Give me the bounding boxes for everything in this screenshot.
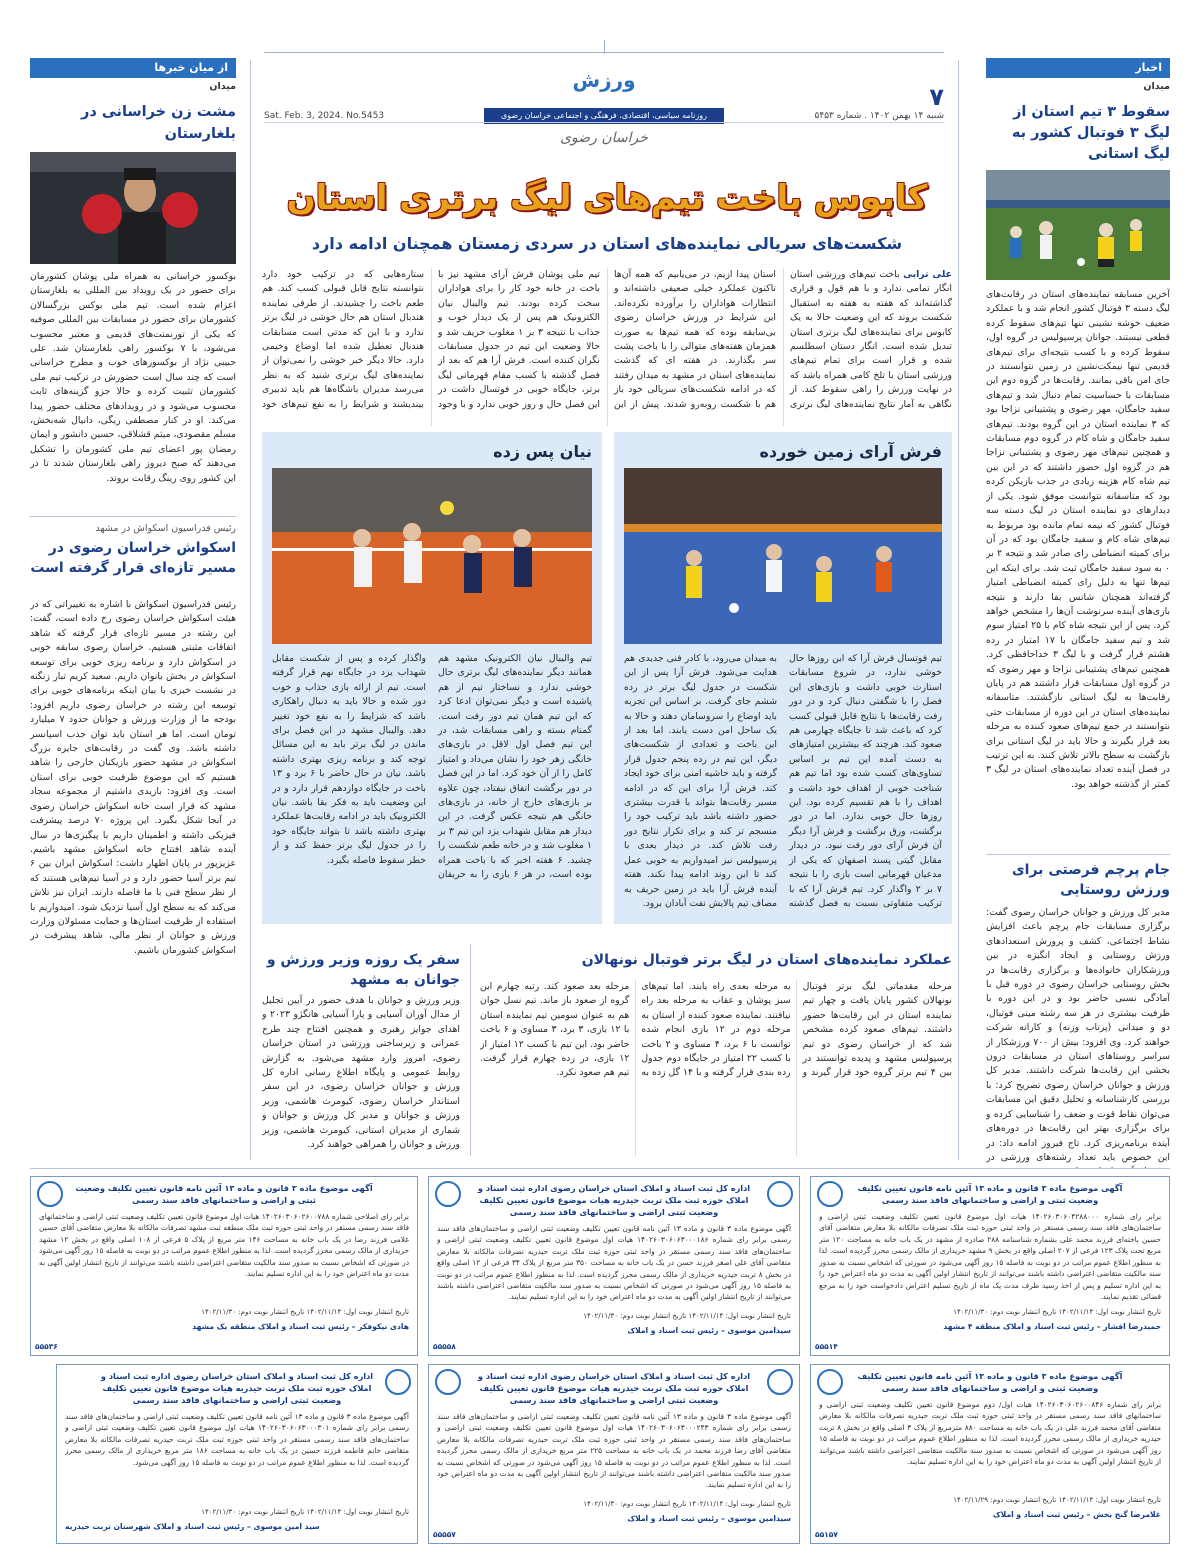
nian-box [262, 432, 602, 924]
subtitle-text: روزنامه سیاسی، اقتصادی، فرهنگی و اجتماعی خراسان رضوی [501, 111, 707, 120]
ad-code: ۵۵۵۵۷ [433, 1530, 456, 1540]
legal-ad [428, 1364, 800, 1544]
ad-title: اداره کل ثبت اسناد و املاک استان خراسان رضوی اداره ثبت اسناد و املاک حوزه ثبت ملک تربت حیدریه هیات موضوع قانون تعیین تکلیف وضعیت ثبتی اراضی و ساختمانهای فاقد سند رسمی [477, 1183, 751, 1217]
issue-date-fa: شنبه ۱۴ بهمن ۱۴۰۲ . شماره ۵۴۵۳ [814, 111, 944, 121]
ad-body: برابر رای شماره ۱۴۰۲۶۰۳۰۶۰۲۶۰۰۸۴۶ هیات اول/ دوم موضوع قانون تعیین تکلیف وضعیت ثبتی اراضی و ساختمانهای فاقد سند رسمی مستقر در واحد ثبتی حوزه ثبت ملک تربت حیدریه تصرفات مالکانه بلا معارض متقاضی آقای محمد فرزند علی در یک باب خانه به مساحت ۸۸۰ مترمربع از پلاک ۳ اصلی واقع در بخش ۸ تربت حیدریه خریداری از مالک رسمی محرز گردیده است. لذا به منظور اطلاع عموم مراتب در دو نوبت به فاصله ۱۵ روز آگهی می‌شود در صورتی که اشخاص نسبت به صدور سند مالکیت متقاضی اعتراضی داشته باشند می‌توانند از تاریخ انتشار اولین آگهی به مدت دو ماه اعتراض خود را به این اداره تسلیم نمایند. [819, 1399, 1161, 1467]
football-photo [986, 170, 1170, 280]
ad-logo-icon [435, 1369, 461, 1395]
article-title: مشت زن خراسانی در بلغارستان [81, 104, 236, 142]
page-number: ۷ [929, 83, 944, 111]
legal-ad [810, 1176, 1170, 1356]
divider [958, 60, 959, 1160]
ad-sign: هادی نیکوفکر – رئیس ثبت اسناد و املاک منطقه یک مشهد [192, 1321, 409, 1331]
main-intro [262, 268, 952, 426]
main-headline [262, 178, 952, 219]
ad-sign: سیدامین موسوی – رئیس ثبت اسناد و املاک [627, 1513, 791, 1523]
headline-text: کابوس باخت تیم‌های لیگ برتری استان [286, 178, 928, 218]
ad-title: آگهی موضوع ماده ۳ قانون و ماده ۱۳ آئین نامه قانون تعیین تکلیف وضعیت ثبتی و اراضی و ساختمانهای فاقد سند رسمی [857, 1371, 1123, 1393]
article-title-2: جام پرچم فرصتی برای ورزش روستایی [1011, 862, 1170, 899]
ad-logo-icon [435, 1181, 461, 1207]
intro-text: باخت تیم‌های ورزشی استان انگار تمامی ندارد و با هم قول و قراری گذاشته‌اند که هفته به هفته به استقبال شکست بروند که این وضعیت حالا به یک کابوس برای نماینده‌های لیگ برتری استان تبدیل شده است. انگار دستان اسطلسم شده و قرار است برای تمام تیم‌های ورزشی استان با تلخ کامی همراه باشد که در نهایت ورزش را راهی سقوط کند. از نگاهی به آمار نتایج نماینده‌های لیگ برتری استان پیدا ازیم، در می‌یابیم که همه آن‌ها تاکنون عملکرد خیلی ضعیفی داشته‌اند و انتظارات هواداران را برآورده نکرده‌اند. این شرایط در ورزش خراسان رضوی بی‌سابقه بوده که همه تیم‌ها به صورت همزمان هفته‌های متوالی را با باخت پشت سر بگذارند. در هفته ای که گذشت نماینده‌های استان در مشهد به میدان رفتند که در ادامه شکست‌های سریالی خود باز هم با شکست روبه‌رو شدند. پیش از این تیم ملی پوشان فرش آرای مشهد نیز با باخت در خانه خود کار را برای هواداران سخت کرده بودند. تیم والیبال نیان الکترونیک هم پس از یک دیدار خوب و جذاب با نتیجه ۳ بر ۱ مغلوب حریف شد و حالا وضعیت این تیم در جدول مسابقات نگران کننده است. فرش آرا هم که بعد از فصل گذشته با کسب مقام قهرمانی لیگ برتر، جایگاه خوبی در فوتسال داشت در این فصل حال و روز خوبی ندارد و با وجود ستاره‌هایی که در ترکیب خود دارد نتوانسته نتایج قابل قبولی کسب کند. هم طعم باخت را چشیدند. از طرفی نماینده هندبال استان هم حال خوشی در لیگ برتر ندارد و با این که مدتی است مسابقات هندبال تعطیل شده اما اوضاع وخیمی دارد. حالا دیگر خبر خوشی را نمی‌توان از نماینده‌های لیگ برتری شنید که به نظر می‌رسد مدیران باشگاه‌ها هم باید تدبیری بیندیشند و شرایط را به نفع تیم‌های خود [262, 269, 952, 410]
ad-logo-icon [817, 1369, 843, 1395]
ad-date: تاریخ انتشار نوبت اول: ۱۴۰۲/۱۱/۱۴ تاریخ انتشار نوبت دوم: ۱۴۰۲/۱۱/۳۰ [583, 1499, 791, 1508]
ad-logo-icon [817, 1181, 843, 1207]
ad-code: ۵۵۵۳۶ [35, 1342, 58, 1352]
box-body-text: تیم والیبال نیان الکترونیک مشهد هم همانند دیگر نماینده‌های لیگ برتری حال خوشی ندارد و نساختار تیم از هم پاشیده است و دیگر نمی‌توان ادعا کرد که این تیم همان تیم دور رفت است. گمنام بسته و راهی مسابقات شد، در این تیم فصل اول لاقل در بازی‌های خانگی زهر خود را نشان می‌داد و امتیاز کامل را از آن خود کرد. اما در این فصل در دور برگشت اتفاق نیفتاد، چون علاوه بر بازی‌های خارج از خانه، در بازی‌های خانگی هم نتیجه عکس گرفت. در این دیدار هم مقابل شهداب یزد این تیم ۳ بر ۱ مغلوب شد و در خانه طعم شکست را چشید. ۶ هفته اخیر که با باخت همراه بوده است، در هر ۶ بازی را به حریفان واگذار کرده و پس از شکست مقابل شهداب یزد در جایگاه نهم قرار گرفته است. تیم از ارائه بازی جذاب و خوب دور شده و حالا باید به دنبال راهکاری باشد که شرایط را به نفع خود تغییر دهد. والیبال مشهد در این فصل برای ماندن در لیگ برتر باید به این مسائل توجه کند و برنامه ریزی بهتری داشته باشد. نیان در حال حاضر با ۶ برد و ۱۳ باخت در جایگاه دوازدهم قرار دارد و در این وضعیت باید به فکر بقا باشد. نیان الکترونیک باید در ادامه رقابت‌ها عملکرد بهتری داشته باشد تا بتواند جایگاه خود را در جدول لیگ برتر حفظ کند و از خطر سقوط فاصله بگیرد. [272, 653, 592, 881]
article-body-2: مدیر کل ورزش و جوانان خراسان رضوی گفت: برگزاری مسابقات جام پرچم باعث افزایش نشاط اجتماعی، کشف و پرورش استعدادهای ورزش روستایی و ایجاد انگیزه در بین ورزشکاران خانواده‌ها و برگزاری رقابت‌ها در بخش روستایی خراسان رضوی در دوره قبل با آمادگی نسبی حاضر بود و در این دوره با ظرفیت بیشتری در هر سه رشته مینی فوتبال، دو و میدانی (پرتاب وزنه) و کاراته شرکت خواهند کرد. وی افزود: بیش از ۷۰۰ ورزشکار از سراسر روستاهای استان در مسابقات درون بخشی این رقابت‌ها شرکت داشتند. مدیر کل ورزش و جوانان خراسان رضوی تصریح کرد: با بررسی کارشناسانه و تحلیل دقیق این مسابقات می‌توان نقاط قوت و ضعف را شناسایی کرده و برای برگزاری بهتر این رقابت‌ها در دوره‌های آینده برنامه‌ریزی کرد. تاج فیروز ادامه داد: در این خصوص باید تعداد رشته‌های ورزشی در [986, 907, 1170, 1163]
legal-ad [56, 1364, 418, 1544]
divider [250, 60, 251, 1160]
legal-ad [30, 1176, 418, 1356]
legal-ad [428, 1176, 800, 1356]
vazir-title: سفر یک روزه وزیر ورزش و جوانان به مشهد [266, 952, 460, 989]
nonahalan-title: عملکرد نماینده‌های استان در لیگ برتر فوتبال نونهالان [581, 952, 952, 968]
news-tag: اخبار [986, 58, 1170, 78]
ad-code: ۵۵۱۵۷ [815, 1530, 838, 1540]
ad-sign: سیدامین موسوی – رئیس ثبت اسناد و املاک [627, 1325, 791, 1335]
ad-body: آگهی موضوع ماده ۳ قانون و ماده ۱۳ آئین نامه قانون تعیین تکلیف وضعیت ثبتی اراضی و ساختمان‌های فاقد سند رسمی برابر رای شماره ۱۴۰۲۶۰۳۰۶۰۶۳۰۰۰۱۸۶ هیات اول موضوع قانون تعیین تکلیف وضعیت ثبتی اراضی و ساختمان‌های فاقد سند رسمی مستقر در واحد ثبتی حوزه ثبت ملک تربت حیدریه تصرفات مالکانه بلا معارض متقاضی آقای علی اصغر فرزند حسن در یک باب خانه به مساحت ۳۵۰ متر مربع از پلاک ۳۴ فرعی از ۱۲ اصلی واقع در بخش ۸ تربت حیدریه خریداری از مالک رسمی محرز گردیده است. لذا به منظور اطلاع عموم مراتب در دو نوبت به فاصله ۱۵ روز آگهی می‌شود در صورتی که اشخاص نسبت به صدور سند مالکیت متقاضی اعتراضی داشته باشند می‌توانند از تاریخ انتشار اولین آگهی به مدت دو ماه اعتراض خود را به این اداره تسلیم نمایند. [437, 1223, 791, 1302]
ad-sign: غلامرضا گنج بخش – رئیس ثبت اسناد و املاک [992, 1509, 1161, 1519]
box-body [272, 652, 592, 914]
ad-logo-icon [767, 1369, 793, 1395]
ad-date: تاریخ انتشار نوبت اول: ۱۴۰۲/۱۱/۱۴ تاریخ انتشار نوبت دوم: ۱۴۰۲/۱۱/۲۹ [953, 1495, 1161, 1504]
volleyball-photo [272, 468, 592, 644]
article-body: آخرین مسابقه نماینده‌های استان در رقابت‌های لیگ دسته ۳ فوتبال کشور انجام شد و با عملکرد ضعیف خوشه نشینی تنها تیم‌های سقوط کرده قطعی نیستند. جوانان پرسپولیس در گروه اول، سقوط کرده و با کسب نتیجه‌ای برای تیم‌های قدیمی تنها نیمکت‌نشین در زمین نتوانستند در جای امن باقی بمانند. رقابت‌ها در گروه دوم این مسابقات با حساسیت تمام دنبال شد و تیم‌های سفید جامگان، مهر رضوی و پشتیبانی نزاجا بود که ۳ نماینده استان در این گروه بودند. تیم‌های سفید جامگان و شاه کام در گروه دوم مسابقات و همچنین تیم‌های مهر رضوی و پشتیبانی نزاجا هم در گروه اول حضور داشتند که در این بین تیم شاه کام هزینه زیادی در جذب بازیکن کرده بود که متاسفانه نتوانست موفق شود. یکی از دیدارهای دو نماینده استان در لیگ دسته سه فوتبال کشور که نیمه تمام مانده بود مربوط به تیم‌های شاه کام و سفید جامگان بود که در آن برای کمیته انضباطی رای صادر شد و نتیجه ۲ بر ۰ به سود سفید جامگان ثبت شد. برای اینکه این تیم‌ها تنها به دلیل رای کمیته انضباطی امتیاز گرفته‌اند همچنان شانس بقا دارند و نتیجه بازی‌های آینده سرنوشت آن‌ها را مشخص خواهد کرد. پس از این نتیجه شاه کام با ۲۵ امتیاز سوم شد و تیم سفید جامگان با ۱۷ امتیاز در رده هشتم قرار گرفت و با لیگ ۳ خداحافظی کرد. همچنین تیم‌های پشتیبانی نزاجا و مهر رضوی که در گروه اول مسابقات قرار داشتند هم در پایان رقابت‌ها به لیگ استانی بازگشتند. متاسفانه نماینده‌های استان در این دوره از مسابقات حتی نتوانستند در جمع تیم‌های صعود کننده به مرحله بعد قرار بگیرند و حالا باید در لیگ استانی برای بازگشت به سطح بالاتر تلاش کنند. به این ترتیب در فصل آینده تعداد نماینده‌های استان در لیگ ۳ کمتر از گذشته خواهد بود. [986, 289, 1170, 790]
nonahalan-body-text: مرحله مقدماتی لیگ برتر فوتبال نونهالان کشور پایان یافت و چهار تیم نماینده استان در این رقابت‌ها حضور داشتند. تیم‌های صعود کرده مشخص شد که از خراسان رضوی دو تیم پرسپولیس مشهد و پدیده توانستند در بین ۴ تیم برتر گروه خود قرار گیرند و به مرحله بعدی راه یابند. اما تیم‌های سبز پوشان و عقاب به مرحله بعد راه نیافتند. نماینده صعود کننده از استان به مرحله دوم در ۱۲ بازی انجام شده توانست با ۶ برد، ۴ مساوی و ۲ باخت با کسب ۲۲ امتیاز در جایگاه دوم جدول رده بندی قرار گرفته و با ۱۴ گل زده به مرحله بعد صعود کند. رتبه چهارم این گروه از صعود باز ماند. تیم نسل جوان هم به عنوان سومین تیم نماینده استان با ۱۲ بازی، ۳ برد، ۳ مساوی و ۶ باخت حاضر بود. این تیم با کسب ۱۲ امتیاز از ۱۲ بازی، در رده چهارم قرار گرفت. تیم هم صعود نکرد. [480, 981, 952, 1079]
left-column [30, 58, 236, 1158]
ads-divider [30, 1168, 1170, 1169]
ad-date: تاریخ انتشار نوبت اول: ۱۴۰۲/۱۱/۱۴ تاریخ انتشار نوبت دوم: ۱۴۰۲/۱۱/۳۰ [953, 1307, 1161, 1316]
category-label: میدان [209, 81, 236, 92]
ad-logo-icon [385, 1369, 411, 1395]
article-body: بوکسور خراسانی به همراه ملی پوشان کشورمان برای حضور در یک رویداد بین المللی به بلغارستان اعزام شده است. تیم ملی بوکس بزرگسالان کشورمان برای حضور در مسابقات بین المللی صوفیه که یکی از تورنمنت‌های قدیمی و معتبر محسوب می‌شود، با ۷ بوکسور راهی بلغارستان شد. علی حبیبی نژاد از بوکسورهای خوب و مطرح خراسانی است که چند سال است حضورش در ترکیب تیم ملی کشورمان تثبیت کرده و حالا جزو گزینه‌های ثابت محسوب می‌شود و در رویدادهای مختلف حضور پیدا می‌کند. او در کنار مصطفی ریگی، دانیال شه‌بخش، مسلم مقصودی، میثم قشلاقی، حسین دانشور و ایمان رمضان پور اعضای تیم ملی کشورمان را تشکیل می‌دهند که صبح دیروز راهی بلغارستان شدند تا در این کشور روی رینگ رقابت بروند. [30, 271, 236, 484]
box-title: فرش آرای زمین خورده [759, 442, 942, 461]
news-tag: از میان خبرها [30, 58, 236, 78]
box-body [624, 652, 942, 914]
ad-title: آگهی موضوع ماده ۳ قانون و ماده ۱۳ آئین نامه قانون تعیین تکلیف وضعیت ثبتی و اراضی و ساختمانهای فاقد سند رسمی [857, 1183, 1123, 1205]
article-body-2: رئیس فدراسیون اسکواش با اشاره به تغییراتی که در هیئت اسکواش خراسان رضوی رخ داده است، گفت: این رشته در مسیر تازه‌ای قرار گرفته که شاهد اتفاقات مثبتی هستیم. خراسان رضوی سابقه خوبی در اسکواش دارد و برنامه ریزی خوبی برای توسعه اسکواش در بخش بانوان داریم. سعید کریم تبار زنگنه در نشست خبری با بیان اینکه برنامه‌های خوبی برای توسعه این رشته در خراسان رضوی داریم افزود: بودجه ما از وزارت ورزش و جوانان حدود ۷ میلیارد تومان است. اما هر استان باید توان جذب اسپانسر داشته باشد. وی گفت در رقابت‌های جایزه بزرگ اسکواش در مشهد حضور بازیکنان خارجی را شاهد هستیم که این موضوع ظرفیت خوبی برای استان است. وی افزود: بازیدی داشتیم از مجموعه سجاد مشهد که قرار است خانه اسکواش خراسان رضوی در آنجا شکل بگیرد. این پروژه ۷۰ درصد پیشرفت فیزیکی داشته و اطمینان داریم با پیگیری‌ها در سال آینده شاهد افتتاح خانه اسکواش مشهد باشیم. عزیزپور در پایان اظهار داشت: اسکواش ایران بین ۶ تیم برتر آسیا حضور دارد و در آسیا تیم‌هایی هستند که از نظر سطح فنی با ما فاصله دارند. ایران نیز تلاش می‌کند که به سطح اول آسیا نزدیک شود. امیدواریم با استفاده از ظرفیت استان‌ها و حمایت مسئولان وزارت ورزش و جوانان از نظر مالی، شاهد پیشرفت در اسکواش کشورمان باشیم. [30, 599, 236, 956]
ad-logo-icon [767, 1181, 793, 1207]
ad-title: اداره کل ثبت اسناد و املاک استان خراسان رضوی اداره ثبت اسناد و املاک حوزه ثبت ملک تربت حیدریه هیات موضوع قانون تعیین تکلیف وضعیت ثبتی اراضی و ساختمانهای فاقد سند رسمی [100, 1371, 374, 1405]
ad-body: آگهی موضوع ماده ۳ قانون و ماده ۱۳ آئین نامه قانون تعیین تکلیف وضعیت ثبتی اراضی و ساختمان‌های فاقد سند رسمی برابر رای شماره ۱۴۰۲۶۰۳۰۶۰۶۳۰۰۰۳۰۱ هیات اول موضوع قانون تعیین تکلیف وضعیت ثبتی اراضی و ساختمان‌های فاقد سند رسمی مستقر در واحد ثبتی حوزه ثبت ملک تربت حیدریه تصرفات مالکانه بلا معارض متقاضی خانم فاطمه فرزند حسین در یک باب خانه به مساحت ۱۸۶ متر مربع خریداری از مالک رسمی محرز گردیده است. لذا به منظور اطلاع عموم مراتب در دو نوبت به فاصله ۱۵ روز آگهی می‌شود. [65, 1411, 409, 1467]
article-title-2: اسکواش خراسان رضوی در مسیر تازه‌ای قرار گرفته است [30, 540, 236, 577]
ad-logo-icon [37, 1181, 63, 1207]
nonahalan-body [480, 980, 952, 1156]
ad-date: تاریخ انتشار نوبت اول: ۱۴۰۲/۱۱/۱۴ تاریخ انتشار نوبت دوم: ۱۴۰۲/۱۱/۳۰ [583, 1311, 791, 1320]
vazir-body: وزیر ورزش و جوانان با هدف حضور در آیین تجلیل از مدال آوران آسیایی و پارا آسیایی هانگژو ۲۰۲۳ و اهدای جوایز رهبری و همچنین افتتاح چند طرح عمرانی و زیرساختی ورزشی در استان خراسان رضوی، امروز وارد مشهد می‌شود. به گزارش روابط عمومی و پایگاه اطلاع رسانی اداره کل ورزش و جوانان خراسان رضوی، در این سفر استاندار خراسان رضوی، کیومرث هاشمی، وزیر ورزش و جوانان و مدیر کل ورزش و جوانان و شماری از مدیران استانی، کیومرث هاشمی، وزیر ورزش و جوانان را همراهی خواهند کرد. [262, 995, 460, 1151]
ad-code: ۵۵۵۱۴ [815, 1342, 838, 1352]
newspaper-logo: خراسان رضوی [560, 130, 648, 146]
kicker-text: رئیس فدراسیون اسکواش در مشهد [95, 523, 236, 534]
ad-body: برابر رای شماره ۱۴۰۲۶۰۳۰۶۰۴۲۸۸۰۰۰ هیات اول موضوع قانون تعیین تکلیف وضعیت ثبتی اراضی و ساختمان‌های فاقد سند رسمی مستقر در واحد ثبتی حوزه ثبت ملک تصرفات مالکانه بلا معارض متقاضی آقای حسین باخته‌ای فرزند محمد علی بشماره شناسنامه ۲۸۸ صادره از مشهد در یک باب خانه به مساحت ۱۲۰ متر مربع تحت پلاک ۱۲۳ فرعی از ۲۰۷ اصلی واقع در بخش ۹ مشهد خریداری از مالک رسمی محرز گردیده است. لذا به منظور اطلاع عموم مراتب در دو نوبت به فاصله ۱۵ روز آگهی می‌شود در صورتی که اشخاص نسبت به صدور سند مالکیت متقاضی اعتراضی داشته باشند می‌توانند از تاریخ انتشار اولین آگهی به مدت دو ماه اعتراض خود را به این اداره تسلیم و پس از اخذ رسید ظرف مدت یک ماه از تاریخ تسلیم اعتراض دادخواست خود را به مرجع قضائی تقدیم نمایند. [819, 1211, 1161, 1302]
futsal-photo [624, 468, 942, 644]
ad-code: ۵۵۵۵۸ [433, 1342, 456, 1352]
ad-title: آگهی موضوع ماده ۳ قانون و ماده ۱۳ آئین نامه قانون تعیین تکلیف وضعیت ثبتی و اراضی و ساختمانهای فاقد سند رسمی [75, 1183, 373, 1205]
boxer-photo [30, 152, 236, 264]
legal-ad [810, 1364, 1170, 1544]
category-label: میدان [1143, 81, 1170, 92]
ad-body: آگهی موضوع ماده ۳ قانون و ماده ۱۳ آئین نامه قانون تعیین تکلیف وضعیت ثبتی اراضی و ساختمان‌های فاقد سند رسمی برابر رای شماره ۱۴۰۲۶۰۳۰۶۰۶۳۰۰۰۲۴۳ هیات اول موضوع قانون تعیین تکلیف وضعیت ثبتی اراضی و ساختمان‌های فاقد سند رسمی مستقر در واحد ثبتی حوزه ثبت ملک تربت حیدریه تصرفات مالکانه بلا معارض متقاضی آقای رضا فرزند محمد در یک باب خانه به مساحت ۲۲۵ متر مربع خریداری از مالک رسمی محرز گردیده است. لذا به منظور اطلاع عموم مراتب در دو نوبت به فاصله ۱۵ روز آگهی می‌شود در صورتی که اشخاص نسبت به صدور سند مالکیت متقاضی اعتراضی داشته باشند می‌توانند از تاریخ انتشار اولین آگهی به مدت دو ماه اعتراض خود را به این اداره تسلیم نمایند. [437, 1411, 791, 1490]
sub-headline: شکست‌های سریالی نماینده‌های استان در سردی زمستان همچنان ادامه دارد [311, 234, 903, 253]
article-title: سقوط ۳ تیم استان از لیگ ۳ فوتبال کشور به لیگ استانی [1011, 104, 1170, 163]
box-title: نیان پس زده [493, 442, 592, 461]
page-header [264, 52, 944, 162]
farsh-ara-box [614, 432, 952, 924]
ad-sign: حمیدرضا افشار – رئیس ثبت اسناد و املاک منطقه ۴ مشهد [943, 1321, 1161, 1331]
ad-sign: سید امین موسوی – رئیس ثبت اسناد و املاک شهرستان تربت حیدریه [65, 1521, 320, 1531]
byline: علی ترابی [903, 269, 952, 280]
section-name: ورزش [572, 68, 636, 92]
ad-date: تاریخ انتشار نوبت اول: ۱۴۰۲/۱۱/۱۴ تاریخ انتشار نوبت دوم: ۱۴۰۲/۱۱/۳۰ [201, 1307, 409, 1316]
ad-body: برابر رای اصلاحی شماره ۱۴۰۲۶۰۳۰۶۰۲۶۰۰۷۸۸ هیات اول موضوع قانون تعیین تکلیف وضعیت ثبتی اراضی و ساختمانهای فاقد سند رسمی مستقر در واحد ثبتی حوزه ثبت ملک منطقه ثبت مشهد تصرفات مالکانه بلا معارض متقاضی آقای حسین غلامی فرزند رضا در یک باب خانه به مساحت ۱۴۶ متر مربع از پلاک ۵ فرعی از ۱۰۸ اصلی واقع در بخش ۱۲ مشهد خریداری از مالک رسمی محرز گردیده است. لذا به منظور اطلاع عموم مراتب در دو نوبت به فاصله ۱۵ روز آگهی می‌شود در صورتی که اشخاص نسبت به صدور سند مالکیت متقاضی اعتراضی داشته باشند می‌توانند از تاریخ انتشار اولین آگهی به مدت دو ماه اعتراض خود را به این اداره تسلیم نمایند. [39, 1211, 409, 1279]
box-body-text: تیم فوتسال فرش آرا که این روزها حال خوشی ندارد، در شروع مسابقات استارت خوبی داشت و بازی‌های این فصل را با شگفتی دنبال کرد و در دور رفت رقابت‌ها با نتایج قابل قبولی کسب کرد که باعث شد تا جایگاه چهارمی هم صعود کند. هرچند که بیشترین امتیازهای به دست آمده این تیم بر اساس تساوی‌های کسب شده بود اما تیم هم شناخت خوبی از اهداف خود داشت و اهداف را با هم تقسیم کرده بود. این روزها حال خوبی ندارد. اما در دور برگشت، ورق برگشت و فرش آرا دیگر آن فرش آرای دور رفت نبود. در دیدار مقابل گیتی پسند اصفهان که یکی از مدعیان قهرمانی است بازی را با نتیجه ۷ بر ۲ واگذار کرد. تیم فرش آرا که با ترکیب متفاوتی نسبت به فصل گذشته به میدان می‌رود، با کادر فنی جدیدی هم هدایت می‌شود. فرش آرا پس از این شکست در جدول لیگ برتر در رده ششم جای گرفت. بر اساس این تجربه باید اوضاع را سروسامان دهند و حالا به یک ساحل امن دست یابند. اما بعد از این باخت و تعدادی از شکست‌های دیگر، این تیم در رده پنجم جدول قرار گرفته و باید حاشیه امنی برای خود ایجاد کند. فرش آرا برای این که در ادامه مسیر رقابت‌ها بتواند با قدرت بیشتری حضور داشته باشد باید ترکیب خود را منسجم تر کند و برای تکرار نتایج دور رفت تلاش کند. در دیدار بعدی با پرسپولیس نیز امیدواریم به خوبی عمل کند تا این روند ادامه پیدا نکند. هفته آینده فرش آرا باید در زمین حریف به مصاف تیم پالایش نفت آبادان برود. [624, 653, 942, 909]
ad-title: اداره کل ثبت اسناد و املاک استان خراسان رضوی اداره ثبت اسناد و املاک حوزه ثبت ملک تربت حیدریه هیات موضوع قانون تعیین تکلیف وضعیت ثبتی اراضی و ساختمانهای فاقد سند رسمی [477, 1371, 751, 1405]
issue-date-en: Sat. Feb. 3, 2024. No.5453 [264, 111, 385, 121]
right-column [986, 58, 1170, 938]
divider [470, 944, 471, 1156]
ad-date: تاریخ انتشار نوبت اول: ۱۴۰۲/۱۱/۱۴ تاریخ انتشار نوبت دوم: ۱۴۰۲/۱۱/۳۰ [201, 1507, 409, 1516]
